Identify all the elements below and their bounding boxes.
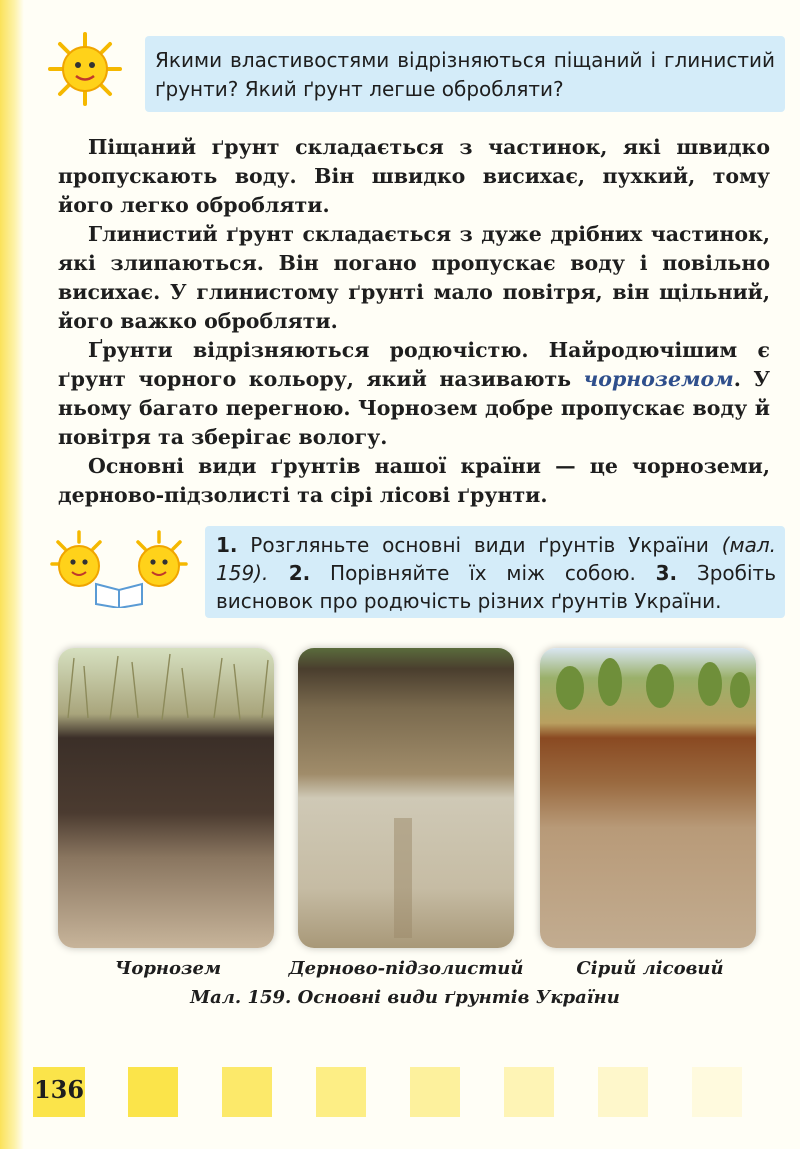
task-3-text: Зробіть висновок про родючість різних ґрунтів України. [216,561,776,613]
caption-chornozem: Чорнозем [114,958,222,979]
task-number-1: 1. [216,533,238,557]
task-1-text: Розгляньте основні види ґрунтів України [237,533,722,557]
task-number-2: 2. [268,561,311,585]
decor-square [692,1067,742,1117]
photo-chornozem [58,648,274,948]
sun-mascot-icon [48,32,122,106]
page-edge-strip [0,0,24,1149]
decor-square [128,1067,178,1117]
caption-grey-forest: Сірий лісовий [576,958,724,979]
figure-title: Мал. 159. Основні види ґрунтів України [190,987,620,1008]
term-chornozem: чорноземом [583,367,734,391]
paragraph-soil-types: Основні види ґрунтів нашої країни — це чорноземи, дерново-підзолисті та сірі лісові ґрунти. [58,454,770,507]
decor-square [316,1067,366,1117]
question-text: Якими властивостями відрізняються піщаний і глинистий ґрунти? Який ґрунт легше обробляти? [155,48,775,101]
paragraph-fertility-end: . У ньому багато перегною. Чорнозем добре пропускає воду й повітря та зберігає вологу. [58,367,770,449]
page-number: 136 [33,1075,85,1104]
photo-sod-podzolic [298,648,514,948]
main-text [58,133,770,510]
decor-square [222,1067,272,1117]
task-text [216,531,776,615]
paragraph-sandy-soil: Піщаний ґрунт складається з частинок, які швидко пропускають воду. Він швидко висихає, пухкий, тому його легко обробляти. [58,135,770,217]
figure-reference: (мал. 159). [216,533,776,585]
decor-square [504,1067,554,1117]
paragraph-clay-soil: Глинистий ґрунт складається з дуже дрібних частинок, які злипаються. Він погано пропускає воду і повільно висихає. У глинистому ґрунті мало повітря, він щільний, його важко обробляти. [58,222,770,333]
suns-with-book-icon [44,528,194,608]
caption-sod-podzolic: Дерново-підзолистий [288,958,524,979]
task-2-text: Порівняйте їх між собою. [310,561,656,585]
photo-grey-forest [540,648,756,948]
decor-square [410,1067,460,1117]
task-number-3: 3. [655,561,678,585]
paragraph-fertility-start: Ґрунти відрізняються родючістю. Найродючішим є ґрунт чорного кольору, який називають [58,338,770,391]
paragraph-fertility [58,336,770,452]
decor-square [598,1067,648,1117]
